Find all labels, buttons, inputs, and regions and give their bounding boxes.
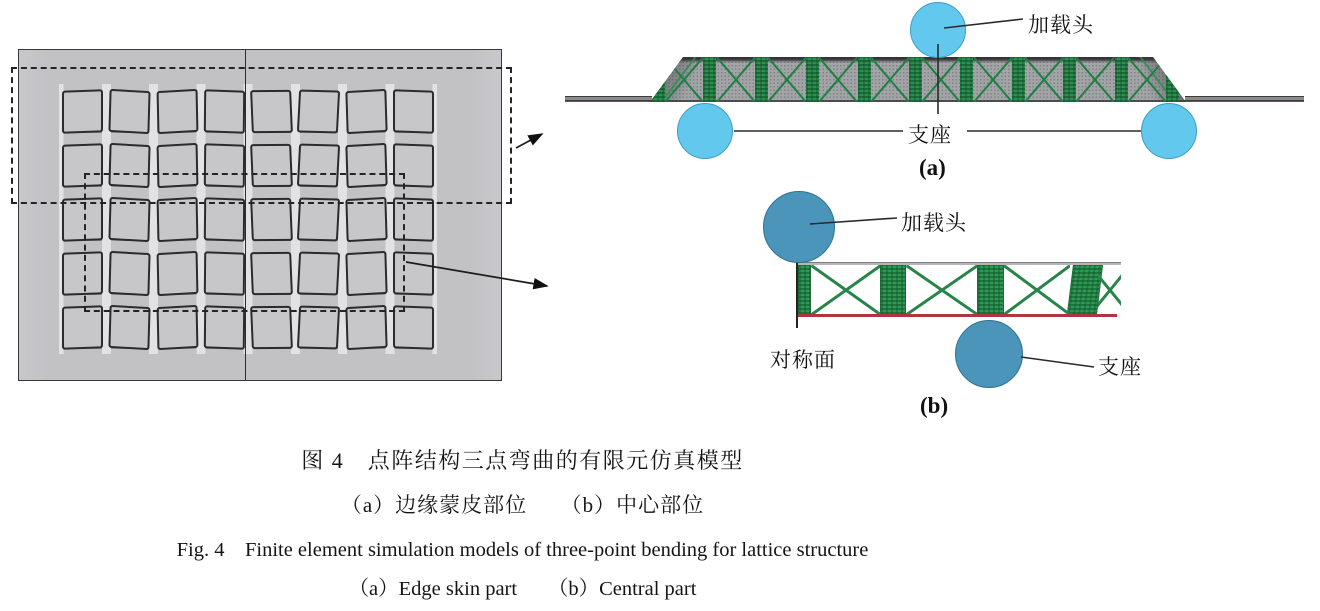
panel-b-tag: (b) xyxy=(920,393,949,418)
panel-a-rib xyxy=(652,57,665,102)
panel-a-x-brace xyxy=(1128,57,1166,102)
panel-b-model xyxy=(797,262,1121,317)
panel-a-model xyxy=(565,57,1305,103)
panel-a-rib xyxy=(909,57,922,102)
panel-a-tag: (a) xyxy=(919,155,946,180)
panel-a-rib xyxy=(703,57,716,102)
panel-a-rib xyxy=(858,57,871,102)
panel-b-x-brace xyxy=(906,265,977,314)
panel-a-rib xyxy=(960,57,973,102)
label-loading-head-b: 加载头 xyxy=(901,211,967,235)
caption-zh-title: 图 4 点阵结构三点弯曲的有限元仿真模型 xyxy=(301,448,744,473)
panel-a-x-brace xyxy=(1025,57,1063,102)
panel-a-rib xyxy=(755,57,768,102)
support-circle-b xyxy=(955,320,1023,388)
panel-a-x-brace xyxy=(1076,57,1114,102)
caption-en-subtitle: （a）Edge skin part （b）Central part xyxy=(348,578,697,600)
panel-a-x-brace xyxy=(871,57,909,102)
label-support-a: 支座 xyxy=(908,123,952,147)
panel-a-x-brace xyxy=(922,57,960,102)
support-circle-right-a xyxy=(1141,103,1197,159)
panel-a-rib xyxy=(1012,57,1025,102)
dashed-region-central xyxy=(84,173,405,312)
panel-a-rib xyxy=(1166,57,1179,102)
panel-a-right-flange xyxy=(1185,96,1304,101)
panel-a-x-brace xyxy=(973,57,1011,102)
panel-b-rib xyxy=(798,265,811,314)
support-circle-left-a xyxy=(677,103,733,159)
panel-b-x-brace xyxy=(1004,265,1070,314)
label-support-b: 支座 xyxy=(1098,355,1142,379)
panel-b-rib xyxy=(977,265,1004,314)
panel-a-rib xyxy=(806,57,819,102)
panel-b-x-brace xyxy=(811,265,880,314)
panel-a-x-brace xyxy=(665,57,703,102)
label-symmetry-plane-b: 对称面 xyxy=(770,348,836,372)
panel-a-rib xyxy=(1063,57,1076,102)
label-loading-head-a: 加载头 xyxy=(1028,13,1094,37)
panel-a-x-brace xyxy=(768,57,806,102)
arrow-to-panel-a xyxy=(516,134,542,148)
panel-b-x-brace xyxy=(1098,265,1121,314)
panel-a-x-brace xyxy=(716,57,754,102)
caption-en-title: Fig. 4 Finite element simulation models of three-point bending for lattice structure xyxy=(176,539,869,561)
panel-a-rib xyxy=(1115,57,1128,102)
leader-support-b xyxy=(1021,357,1094,367)
panel-a-core xyxy=(650,57,1186,102)
panel-b-rib xyxy=(880,265,906,314)
brace-diagonal xyxy=(1098,265,1121,314)
panel-a-left-flange xyxy=(565,96,652,101)
loading-head-circle-a xyxy=(910,2,966,58)
panel-a-x-brace xyxy=(819,57,857,102)
caption-zh-subtitle: （a）边缘蒙皮部位 （b）中心部位 xyxy=(340,493,705,517)
panel-b-bottom-skin xyxy=(797,314,1117,317)
loading-head-circle-b xyxy=(763,191,835,263)
